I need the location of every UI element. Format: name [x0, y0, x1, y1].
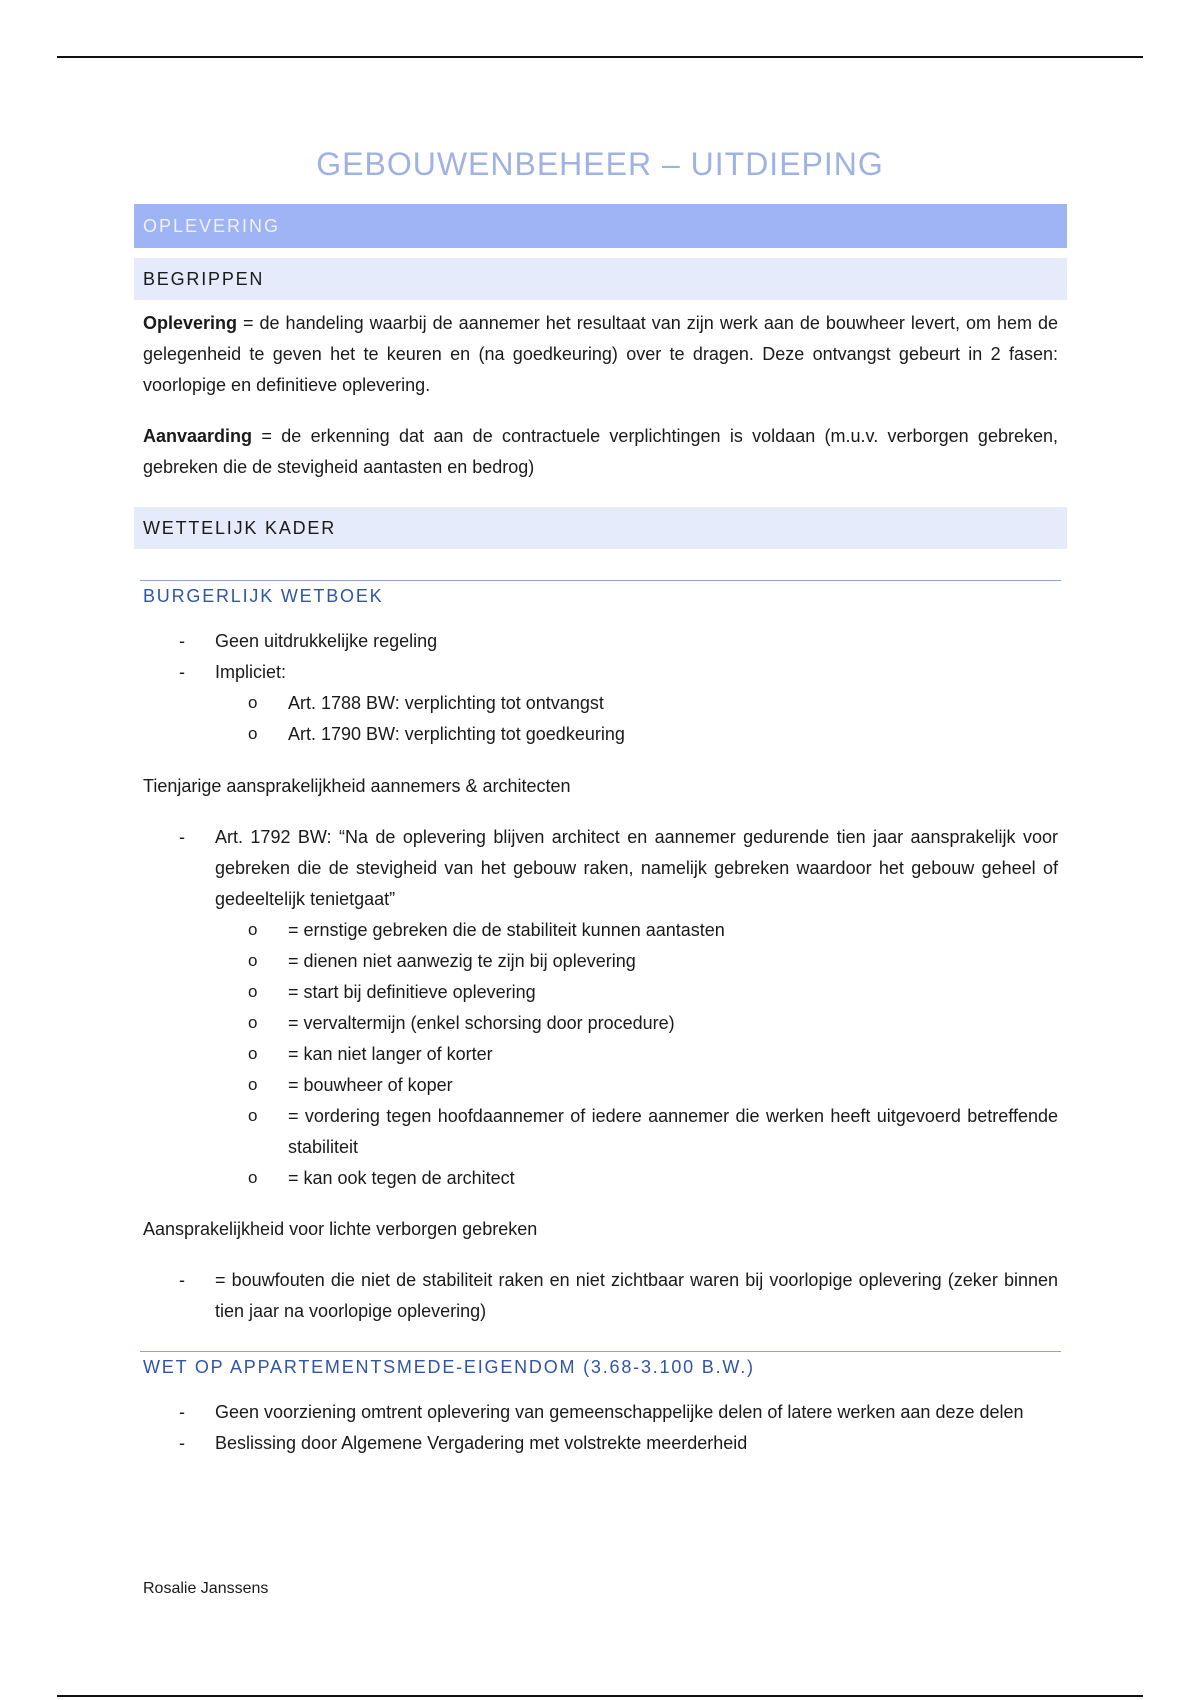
- definition-aanvaarding: [134, 421, 1067, 483]
- heading-wettelijk-kader: WETTELIJK KADER: [134, 507, 1067, 549]
- sub-list: [215, 688, 1058, 750]
- definition-text: = de erkenning dat aan de contractuele verplichtingen is voldaan (m.u.v. verborgen gebreken, gebreken die de stevigheid aantasten en bedrog): [143, 426, 1058, 477]
- definition-text: = de handeling waarbij de aannemer het resultaat van zijn werk aan de bouwheer levert, om hem de gelegenheid te geven het te keuren en (na goedkeuring) over te dragen. Deze ontvangst gebeurt in 2 fasen: voorlopige en definitieve oplevering.: [143, 313, 1058, 395]
- sub-list-item: o = ernstige gebreken die de stabiliteit kunnen aantasten: [215, 915, 1058, 946]
- licht-list: [134, 1265, 1067, 1327]
- heading-begrippen: BEGRIPPEN: [134, 258, 1067, 300]
- sub-list-item: o = kan niet langer of korter: [215, 1039, 1058, 1070]
- footer-rule: [57, 1695, 1143, 1697]
- list-item-text: Impliciet:: [215, 662, 287, 682]
- sub-list-item: o = vordering tegen hoofdaannemer of iedere aannemer die werken heeft uitgevoerd betreffende stabiliteit: [215, 1101, 1058, 1163]
- wet-app-list: [134, 1397, 1067, 1459]
- term-oplevering: Oplevering: [143, 313, 238, 333]
- list-item: - Geen voorziening omtrent oplevering van gemeenschappelijke delen of latere werken aan deze delen: [134, 1397, 1067, 1428]
- sub-list-item: o = bouwheer of koper: [215, 1070, 1058, 1101]
- list-item: [134, 822, 1067, 1194]
- definition-oplevering: [134, 308, 1067, 401]
- sub-list-item: o Art. 1790 BW: verplichting tot goedkeuring: [215, 719, 1058, 750]
- footer-author: Rosalie Janssens: [143, 1580, 269, 1597]
- list-item-text: Art. 1792 BW: “Na de oplevering blijven architect en aannemer gedurende tien jaar aansprakelijk voor gebreken die de stevigheid van het gebouw raken, namelijk gebreken waardoor het gebouw geheel of gedeeltelijk tenietgaat”: [215, 827, 1058, 909]
- sub-list-item: o = start bij definitieve oplevering: [215, 977, 1058, 1008]
- list-item: - Beslissing door Algemene Vergadering met volstrekte meerderheid: [134, 1428, 1067, 1459]
- section-heading-oplevering: OPLEVERING: [134, 204, 1067, 248]
- paragraph-lichte-gebreken: Aansprakelijkheid voor lichte verborgen gebreken: [143, 1219, 538, 1239]
- bw-list: [134, 626, 1067, 750]
- sub-list-item: o = kan ook tegen de architect: [215, 1163, 1058, 1194]
- heading-burgerlijk-wetboek: BURGERLIJK WETBOEK: [140, 580, 1061, 620]
- list-item: - Geen uitdrukkelijke regeling: [134, 626, 1067, 657]
- sub-list-item: o = dienen niet aanwezig te zijn bij oplevering: [215, 946, 1058, 977]
- document-title: GEBOUWENBEHEER – UITDIEPING: [316, 146, 884, 182]
- paragraph-tienjarige: Tienjarige aansprakelijkheid aannemers & architecten: [143, 776, 571, 796]
- sub-list-item: o = vervaltermijn (enkel schorsing door procedure): [215, 1008, 1058, 1039]
- heading-wet-appartementsmede-eigendom: WET OP APPARTEMENTSMEDE-EIGENDOM (3.68-3.100 B.W.): [140, 1351, 1061, 1391]
- list-item: [134, 657, 1067, 750]
- term-aanvaarding: Aanvaarding: [143, 426, 253, 446]
- sub-list-item: o Art. 1788 BW: verplichting tot ontvangst: [215, 688, 1058, 719]
- document-body: [134, 204, 1067, 1459]
- header-rule: [57, 56, 1143, 58]
- list-item: - = bouwfouten die niet de stabiliteit raken en niet zichtbaar waren bij voorlopige oplevering (zeker binnen tien jaar na voorlopige oplevering): [134, 1265, 1067, 1327]
- art1792-list: [134, 822, 1067, 1194]
- sub-list: [215, 915, 1058, 1194]
